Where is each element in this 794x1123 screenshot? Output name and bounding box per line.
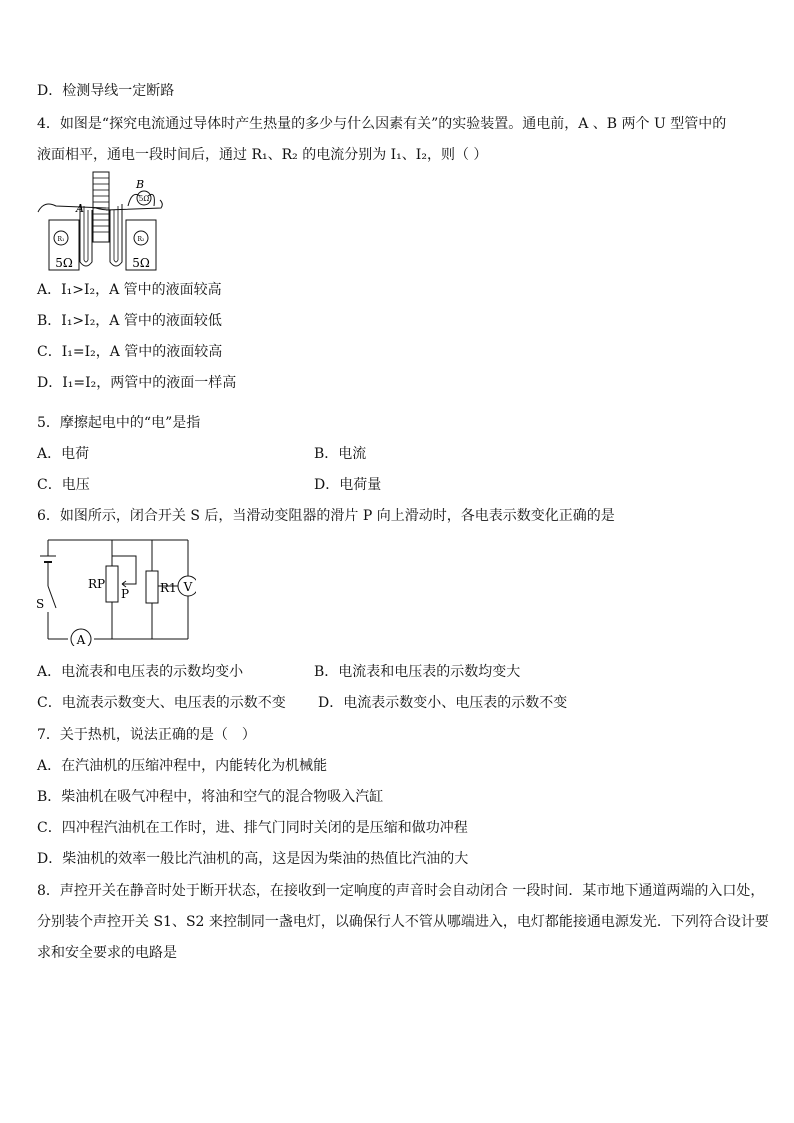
q5-option-b: B．电流 <box>314 446 367 462</box>
q6-option-d: D．电流表示数变小、电压表的示数不变 <box>318 695 568 711</box>
q4-extra-resistor-label: 5Ω <box>138 195 150 203</box>
q7-stem: 7．关于热机，说法正确的是（ ） <box>37 727 256 743</box>
q6-resistor-r1 <box>146 571 158 603</box>
q4-u-tube-b <box>110 204 122 266</box>
q6-switch-label: S <box>36 597 45 611</box>
q6-slider-wire <box>112 556 136 584</box>
q6-voltmeter-label: V <box>183 580 193 594</box>
q5-option-a: A．电荷 <box>37 446 90 462</box>
q5-stem: 5．摩擦起电中的“电”是指 <box>37 415 201 431</box>
q6-r1-label: R1 <box>160 581 177 595</box>
q4-stem-line2: 液面相平，通电一段时间后，通过 R₁、R₂ 的电流分别为 I₁、I₂，则（ ） <box>37 147 488 163</box>
q6-option-a: A．电流表和电压表的示数均变小 <box>37 664 244 680</box>
q6-stem: 6．如图所示，闭合开关 S 后，当滑动变阻器的滑片 P 向上滑动时，各电表示数变化正确的是 <box>37 508 615 524</box>
q4-option-d: D．I₁=I₂，两管中的液面一样高 <box>37 375 237 391</box>
q6-circuit <box>36 536 196 646</box>
q5-option-d: D．电荷量 <box>314 477 382 493</box>
q6-ammeter-label: A <box>76 633 86 646</box>
q6-rp-label: RP <box>88 577 106 591</box>
q4-r2-label: R₂ <box>137 236 145 243</box>
q6-p-label: P <box>121 587 130 601</box>
q4-label-a: A <box>76 202 84 215</box>
q4-box-left-label: 5Ω <box>55 256 73 270</box>
q6-option-c: C．电流表示数变大、电压表的示数不变 <box>37 695 286 711</box>
q7-option-a: A．在汽油机的压缩冲程中，内能转化为机械能 <box>37 758 328 774</box>
q4-option-a: A．I₁>I₂，A 管中的液面较高 <box>37 282 222 298</box>
q6-option-b: B．电流表和电压表的示数均变大 <box>314 664 521 680</box>
q5-option-c: C．电压 <box>37 477 90 493</box>
q6-rheostat <box>106 566 118 602</box>
q4-option-c: C．I₁=I₂，A 管中的液面较高 <box>37 344 223 360</box>
q8-line1: 8．声控开关在静音时处于断开状态，在接收到一定响度的声音时会自动闭合 一段时间．某市地下通道两端的入口处， <box>37 883 765 899</box>
q7-option-d: D．柴油机的效率一般比汽油机的高，这是因为柴油的热值比汽油的大 <box>37 851 469 867</box>
q8-line2: 分别装个声控开关 S1、S2 来控制同一盏电灯，以确保行人不管从哪端进入，电灯都能接通电源发光．下列符合设计要 <box>37 914 769 930</box>
q4-stem-line1: 4．如图是“探究电流通过导体时产生热量的多少与什么因素有关”的实验装置。通电前，A 、B 两个 U 型管中的 <box>37 116 727 132</box>
q7-option-b: B．柴油机在吸气冲程中，将油和空气的混合物吸入汽缸 <box>37 789 384 805</box>
q4-option-b: B．I₁>I₂，A 管中的液面较低 <box>37 313 222 329</box>
q4-r1-label: R₁ <box>57 236 65 243</box>
q6-switch <box>48 586 56 608</box>
q8-line3: 求和安全要求的电路是 <box>37 945 177 961</box>
q4-figure <box>36 170 166 274</box>
q4-ruler <box>93 172 109 242</box>
q4-box-right-label: 5Ω <box>132 256 150 270</box>
q3-option-d: D．检测导线一定断路 <box>37 83 175 99</box>
q4-label-b: B <box>136 178 145 191</box>
q7-option-c: C．四冲程汽油机在工作时，进、排气门同时关闭的是压缩和做功冲程 <box>37 820 468 836</box>
